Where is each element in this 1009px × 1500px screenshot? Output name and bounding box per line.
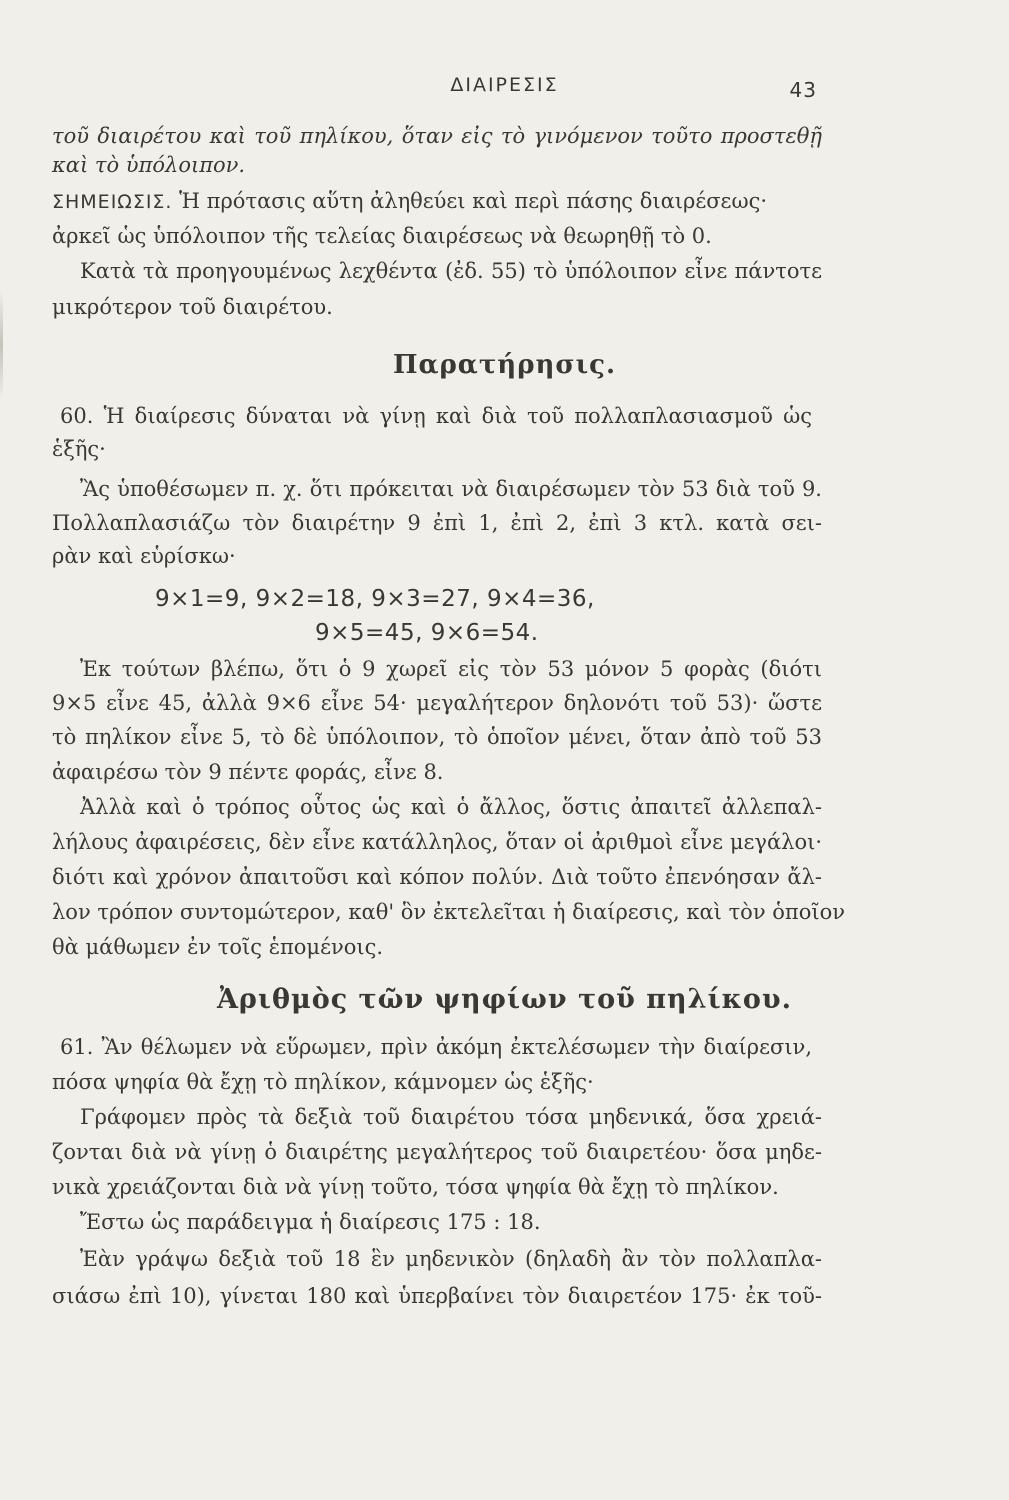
text-line: 9×5 εἶνε 45, ἀλλὰ 9×6 εἶνε 54· μεγαλήτερον δηλονότι τοῦ 53)· ὥστε [52,691,822,715]
text-line: Πολλαπλασιάζω τὸν διαιρέτην 9 ἐπὶ 1, ἐπὶ 2, ἐπὶ 3 κτλ. κατὰ σει- [52,511,822,535]
text-line: ἀρκεῖ ὡς ὑπόλοιπον τῆς τελείας διαιρέσεως νὰ θεωρηθῇ τὸ 0. [52,224,712,248]
section-heading-quotient-digits: Ἀριθμὸς τῶν ψηφίων τοῦ πηλίκου. [216,984,793,1015]
text-line: καὶ τὸ ὑπόλοιπον. [52,153,246,177]
text-line: πόσα ψηφία θὰ ἔχῃ τὸ πηλίκον, κάμνομεν ὡς ἑξῆς· [52,1070,594,1094]
text-line: μικρότερον τοῦ διαιρέτου. [52,295,333,319]
note-label: ΣΗΜΕΙΩΣΙΣ. [52,191,173,213]
section-heading-observation: Παρατήρησις. [392,350,617,380]
text-line: ζονται διὰ νὰ γίνῃ ὁ διαιρέτης μεγαλήτερος τοῦ διαιρετέου· ὅσα μηδε- [52,1140,822,1164]
text-line: διότι καὶ χρόνον ἀπαιτοῦσι καὶ κόπον πολύν. Διὰ τοῦτο ἐπενόησαν ἄλ- [52,865,822,889]
text-line: τοῦ διαιρέτου καὶ τοῦ πηλίκου, ὅταν εἰς τὸ γινόμενον τοῦτο προστεθῇ [52,124,822,148]
page-header [0,70,1009,106]
running-title: ΔΙΑΙΡΕΣΙΣ [450,74,559,96]
text-line: Κατὰ τὰ προηγουμένως λεχθέντα (ἐδ. 55) τὸ ὑπόλοιπον εἶνε πάντοτε [80,259,822,283]
text-line: Γράφομεν πρὸς τὰ δεξιὰ τοῦ διαιρέτου τόσα μηδενικά, ὅσα χρειά- [80,1105,822,1129]
text-line: λον τρόπον συντομώτερον, καθ' ὃν ἐκτελεῖται ἡ διαίρεσις, καὶ τὸν ὁποῖον [52,900,845,924]
page-number: 43 [789,78,817,102]
formula-line: 9×5=45, 9×6=54. [315,620,539,646]
text-line: Ἂς ὑποθέσωμεν π. χ. ὅτι πρόκειται νὰ διαιρέσωμεν τὸν 53 διὰ τοῦ 9. [80,477,822,501]
text-line: νικὰ χρειάζονται διὰ νὰ γίνῃ τοῦτο, τόσα ψηφία θὰ ἔχῃ τὸ πηλίκον. [52,1175,779,1199]
text-line: λήλους ἀφαιρέσεις, δὲν εἶνε κατάλληλος, ὅταν οἱ ἀριθμοὶ εἶνε μεγάλοι· [52,830,822,854]
text-line: Ἔστω ὡς παράδειγμα ἡ διαίρεσις 175 : 18. [80,1210,541,1234]
text-line: ἀφαιρέσω τὸν 9 πέντε φοράς, εἶνε 8. [52,760,444,784]
text-line: τὸ πηλίκον εἶνε 5, τὸ δὲ ὑπόλοιπον, τὸ ὁποῖον μένει, ὅταν ἀπὸ τοῦ 53 [52,725,822,749]
text-line: 61. Ἂν θέλωμεν νὰ εὕρωμεν, πρὶν ἀκόμη ἐκτελέσωμεν τὴν διαίρεσιν, [60,1035,812,1059]
note-text: Ἡ πρότασις αὕτη ἀληθεύει καὶ περὶ πάσης διαιρέσεως· [172,189,768,213]
text-line: θὰ μάθωμεν ἐν τοῖς ἑπομένοις. [52,935,384,959]
text-line [52,186,822,217]
formula-line: 9×1=9, 9×2=18, 9×3=27, 9×4=36, [155,586,595,612]
text-line: 60. Ἡ διαίρεσις δύναται νὰ γίνῃ καὶ διὰ τοῦ πολλαπλασιασμοῦ ὡς [60,404,812,428]
page-edge-shadow [0,290,3,400]
text-line: ρὰν καὶ εὑρίσκω· [52,544,236,568]
text-line: σιάσω ἐπὶ 10), γίνεται 180 καὶ ὑπερβαίνει τὸν διαιρετέον 175· ἐκ τοῦ- [52,1284,822,1308]
text-line: ἑξῆς· [52,437,106,461]
text-line: Ἐὰν γράψω δεξιὰ τοῦ 18 ἓν μηδενικὸν (δηλαδὴ ἂν τὸν πολλαπλα- [80,1247,822,1271]
text-line: Ἀλλὰ καὶ ὁ τρόπος οὗτος ὡς καὶ ὁ ἄλλος, ὅστις ἀπαιτεῖ ἀλλεπαλ- [80,795,822,819]
text-line: Ἐκ τούτων βλέπω, ὅτι ὁ 9 χωρεῖ εἰς τὸν 53 μόνον 5 φορὰς (διότι [80,657,822,681]
